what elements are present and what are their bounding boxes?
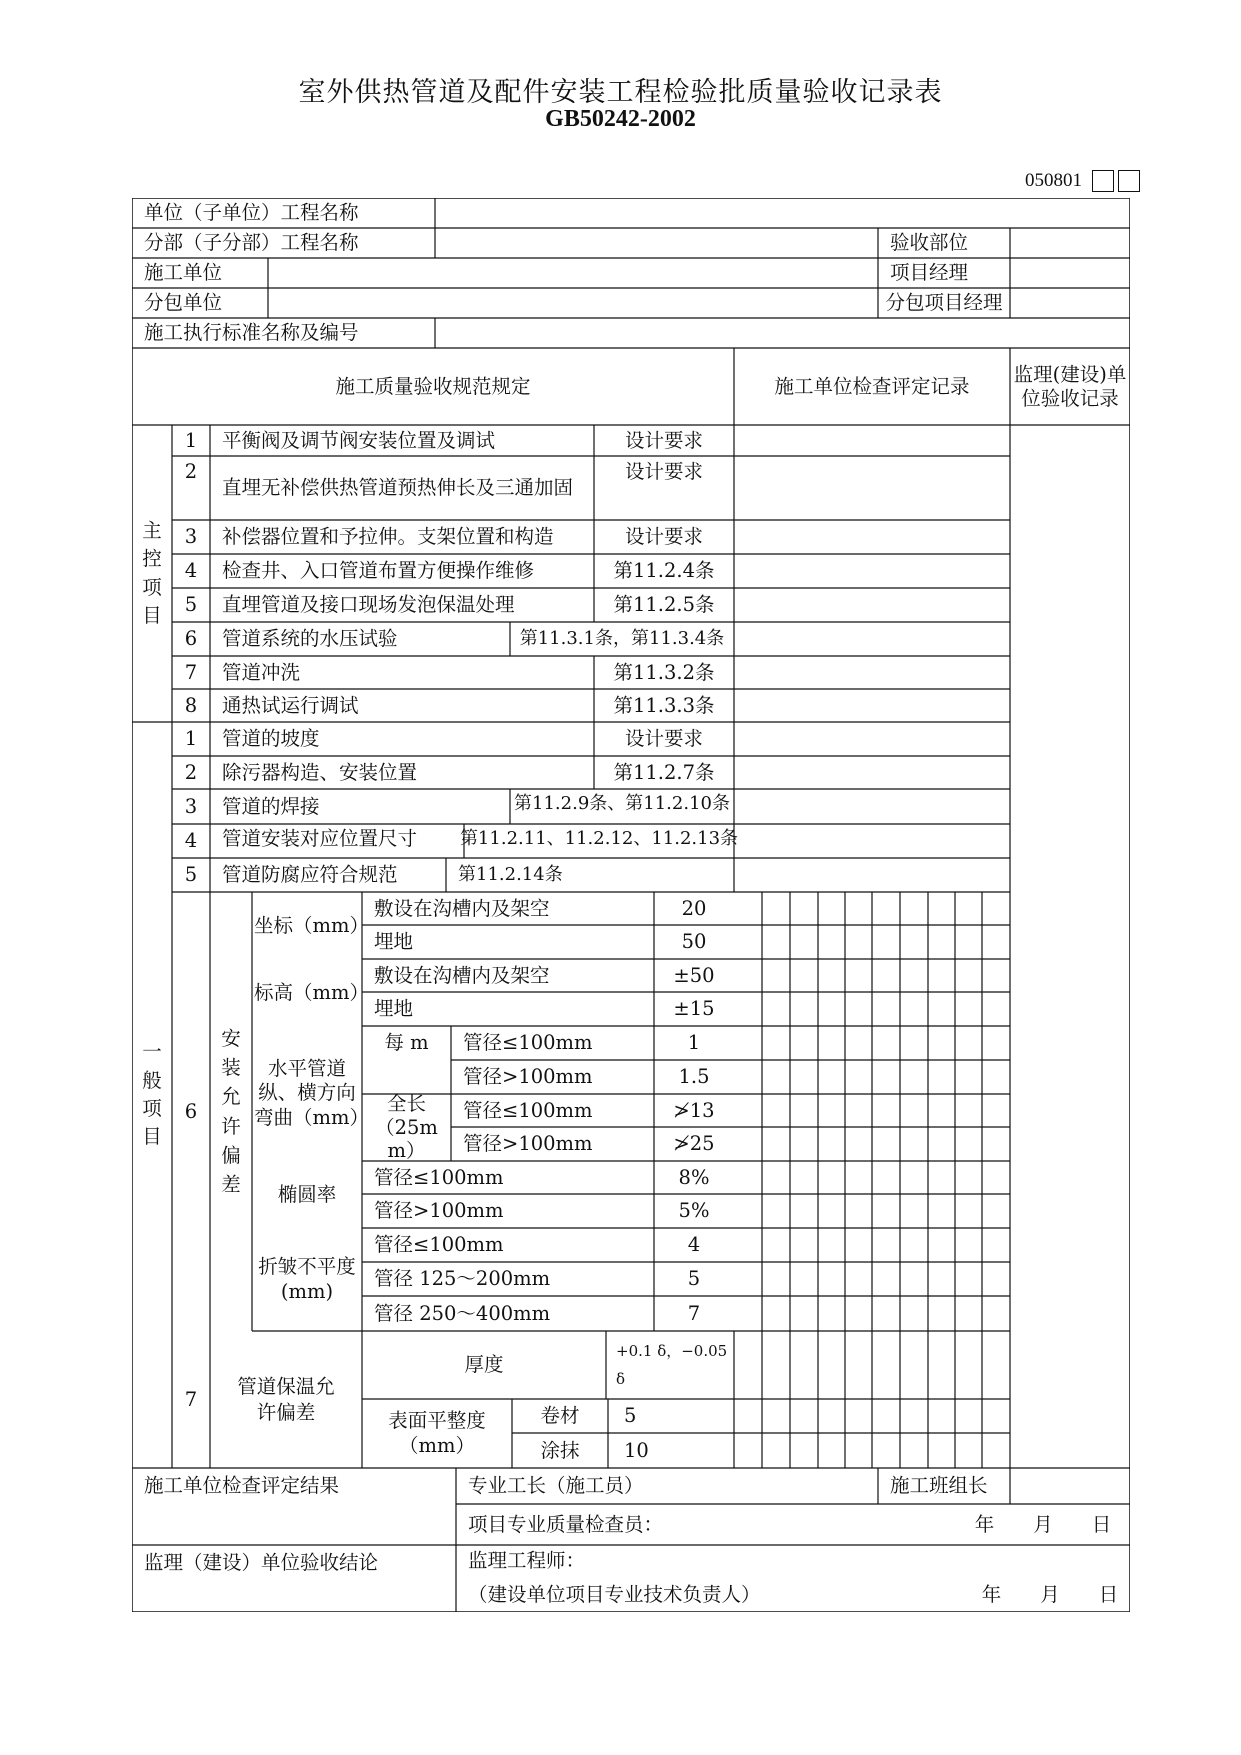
general-items-label: 一般项目	[142, 1040, 162, 1149]
unit-project-label: 单位（子单位）工程名称	[144, 201, 359, 225]
supervision-column-header: 监理(建设)单位验收记录	[1013, 363, 1127, 410]
team-leader-input[interactable]	[1010, 1468, 1130, 1504]
main-item-req: 第11.2.4条	[613, 559, 715, 583]
main-item-desc: 直埋无补偿供热管道预热伸长及三通加固	[222, 475, 574, 499]
project-manager-label: 项目经理	[890, 261, 969, 285]
bend-val-1: 1	[687, 1031, 701, 1055]
subcontractor-input[interactable]	[268, 288, 878, 318]
main-item-req: 第11.3.2条	[613, 660, 715, 684]
code-box-2[interactable]	[1118, 170, 1140, 192]
oval-label: 椭圆率	[277, 1182, 337, 1206]
roll-value: 5	[624, 1404, 637, 1428]
general-item-req: 设计要求	[624, 727, 703, 751]
form-code: 050801	[1025, 170, 1082, 191]
main-item-no: 3	[184, 525, 198, 549]
main-item-desc: 管道系统的水压试验	[222, 627, 398, 651]
main-items-label: 主控项目	[142, 518, 162, 627]
spec-column-header: 施工质量验收规范规定	[335, 374, 531, 398]
bend-val-2: 1.5	[678, 1065, 710, 1089]
foreman-label: 专业工长（施工员）	[468, 1474, 644, 1498]
result-label: 施工单位检查评定结果	[144, 1474, 340, 1498]
item-6-no: 6	[184, 1099, 198, 1123]
conclusion-label: 监理（建设）单位验收结论	[144, 1551, 379, 1575]
main-item-desc: 直埋管道及接口现场发泡保温处理	[222, 593, 515, 617]
general-item-desc: 管道防腐应符合规范	[222, 863, 398, 887]
main-item-desc: 检查井、入口管道布置方便操作维修	[222, 559, 535, 583]
result-date: 年 月 日	[974, 1512, 1112, 1536]
standard-name-label: 施工执行标准名称及编号	[144, 321, 359, 345]
main-item-no: 6	[184, 627, 198, 651]
general-item-no: 2	[184, 760, 198, 784]
inspector-label: 项目专业质量检查员：	[468, 1512, 664, 1536]
main-item-no: 7	[184, 660, 198, 684]
sub-project-manager-input[interactable]	[1010, 288, 1130, 318]
per-meter-label: 每 m	[384, 1031, 429, 1055]
bend-desc-2: 管径>100mm	[463, 1065, 593, 1089]
elev-val-1: ±50	[673, 963, 715, 987]
supervision-record-area[interactable]	[1010, 425, 1130, 1468]
coord-val-2: 50	[681, 930, 707, 954]
main-item-req: 第11.2.5条	[613, 593, 715, 617]
insulation-label: 管道保温允许偏差	[237, 1375, 335, 1424]
engineer-label: 监理工程师：	[468, 1549, 586, 1573]
bend-desc-1: 管径≤100mm	[463, 1031, 593, 1055]
general-item-no: 4	[184, 829, 198, 853]
main-item-req: 第11.3.3条	[613, 693, 715, 717]
main-item-req: 第11.3.1条，第11.3.4条	[519, 628, 725, 650]
general-item-req: 第11.2.7条	[613, 760, 715, 784]
oval-desc-2: 管径>100mm	[374, 1199, 504, 1223]
subcontractor-label: 分包单位	[144, 291, 223, 315]
elev-desc-2: 埋地	[374, 997, 414, 1021]
main-item-desc: 平衡阀及调节阀安装位置及调试	[222, 428, 496, 452]
sub-project-input[interactable]	[435, 228, 878, 258]
team-leader-label: 施工班组长	[890, 1474, 988, 1498]
general-item-desc: 管道安装对应位置尺寸	[222, 827, 418, 851]
main-item-no: 8	[184, 693, 198, 717]
owner-rep-label: （建设单位项目专业技术负责人）	[468, 1582, 761, 1606]
general-item-desc: 管道的坡度	[222, 727, 320, 751]
wrinkle-val-1: 4	[687, 1233, 701, 1257]
install-deviation-label: 安装允许偏差	[221, 1026, 241, 1196]
main-item-req: 设计要求	[624, 428, 703, 452]
general-item-desc: 除污器构造、安装位置	[222, 760, 418, 784]
conclusion-date: 年 月 日	[981, 1582, 1119, 1606]
project-manager-input[interactable]	[1010, 258, 1130, 288]
wrinkle-desc-2: 管径 125～200mm	[374, 1267, 551, 1291]
main-item-no: 5	[184, 593, 198, 617]
item-7-no: 7	[184, 1387, 198, 1411]
general-item-desc: 管道的焊接	[222, 794, 320, 818]
coord-desc-1: 敷设在沟槽内及架空	[374, 896, 550, 920]
form-title: 室外供热管道及配件安装工程检验批质量验收记录表	[298, 77, 943, 108]
main-item-req: 设计要求	[624, 460, 703, 484]
bend-val-3: ≯13	[673, 1098, 715, 1122]
roll-label: 卷材	[540, 1404, 580, 1428]
code-box-1[interactable]	[1092, 170, 1114, 192]
coord-val-1: 20	[681, 896, 707, 920]
bend-desc-3: 管径≤100mm	[463, 1098, 593, 1122]
main-item-no: 4	[184, 559, 198, 583]
wrinkle-desc-1: 管径≤100mm	[374, 1233, 504, 1257]
sub-project-manager-label: 分包项目经理	[885, 291, 1003, 315]
elev-label: 标高（mm）	[254, 980, 369, 1004]
thickness-label: 厚度	[464, 1353, 504, 1377]
coord-label: 坐标（mm）	[254, 913, 369, 937]
flatness-label: 表面平整度（mm）	[388, 1409, 486, 1457]
main-item-desc: 通热试运行调试	[222, 693, 359, 717]
construction-unit-label: 施工单位	[144, 261, 223, 285]
general-item-req: 第11.2.14条	[458, 864, 563, 886]
wrinkle-label: 折皱不平度(mm)	[258, 1255, 356, 1303]
paint-label: 涂抹	[540, 1438, 580, 1462]
coord-desc-2: 埋地	[374, 930, 414, 954]
main-item-no: 1	[184, 428, 198, 452]
oval-val-2: 5%	[678, 1199, 710, 1223]
main-item-desc: 补偿器位置和予拉伸。支架位置和构造	[222, 525, 554, 549]
oval-val-1: 8%	[678, 1165, 710, 1189]
wrinkle-val-2: 5	[687, 1267, 701, 1291]
elev-val-2: ±15	[673, 997, 715, 1021]
construction-unit-input[interactable]	[268, 258, 878, 288]
general-item-req: 第11.2.11、11.2.12、11.2.13条	[459, 828, 739, 850]
acceptance-part-input[interactable]	[1010, 228, 1130, 258]
bend-label: 水平管道纵、横方向弯曲（mm）	[254, 1056, 369, 1129]
self-check-record-area[interactable]	[734, 425, 1010, 892]
main-item-desc: 管道冲洗	[222, 660, 301, 684]
wrinkle-desc-3: 管径 250～400mm	[374, 1301, 551, 1325]
full-length-label: 全长（25m m）	[375, 1092, 438, 1163]
general-item-no: 3	[184, 794, 198, 818]
sub-project-label: 分部（子分部）工程名称	[144, 231, 359, 255]
thickness-value: +0.1 δ，−0.05 δ	[616, 1341, 728, 1388]
acceptance-part-label: 验收部位	[890, 231, 969, 255]
wrinkle-val-3: 7	[687, 1301, 701, 1325]
self-check-column-header: 施工单位检查评定记录	[774, 374, 970, 398]
bend-val-4: ≯25	[673, 1132, 715, 1156]
main-item-req: 设计要求	[624, 525, 703, 549]
paint-value: 10	[624, 1438, 649, 1462]
unit-project-input[interactable]	[435, 198, 1130, 228]
general-item-req: 第11.2.9条、第11.2.10条	[514, 793, 730, 815]
standard-name-input[interactable]	[435, 318, 1130, 348]
oval-desc-1: 管径≤100mm	[374, 1165, 504, 1189]
inspection-table	[132, 198, 1130, 1612]
elev-desc-1: 敷设在沟槽内及架空	[374, 963, 550, 987]
bend-desc-4: 管径>100mm	[463, 1132, 593, 1156]
standard-code: GB50242-2002	[545, 106, 696, 132]
general-item-no: 5	[184, 863, 198, 887]
general-item-no: 1	[184, 727, 198, 751]
main-item-no: 2	[184, 460, 198, 484]
